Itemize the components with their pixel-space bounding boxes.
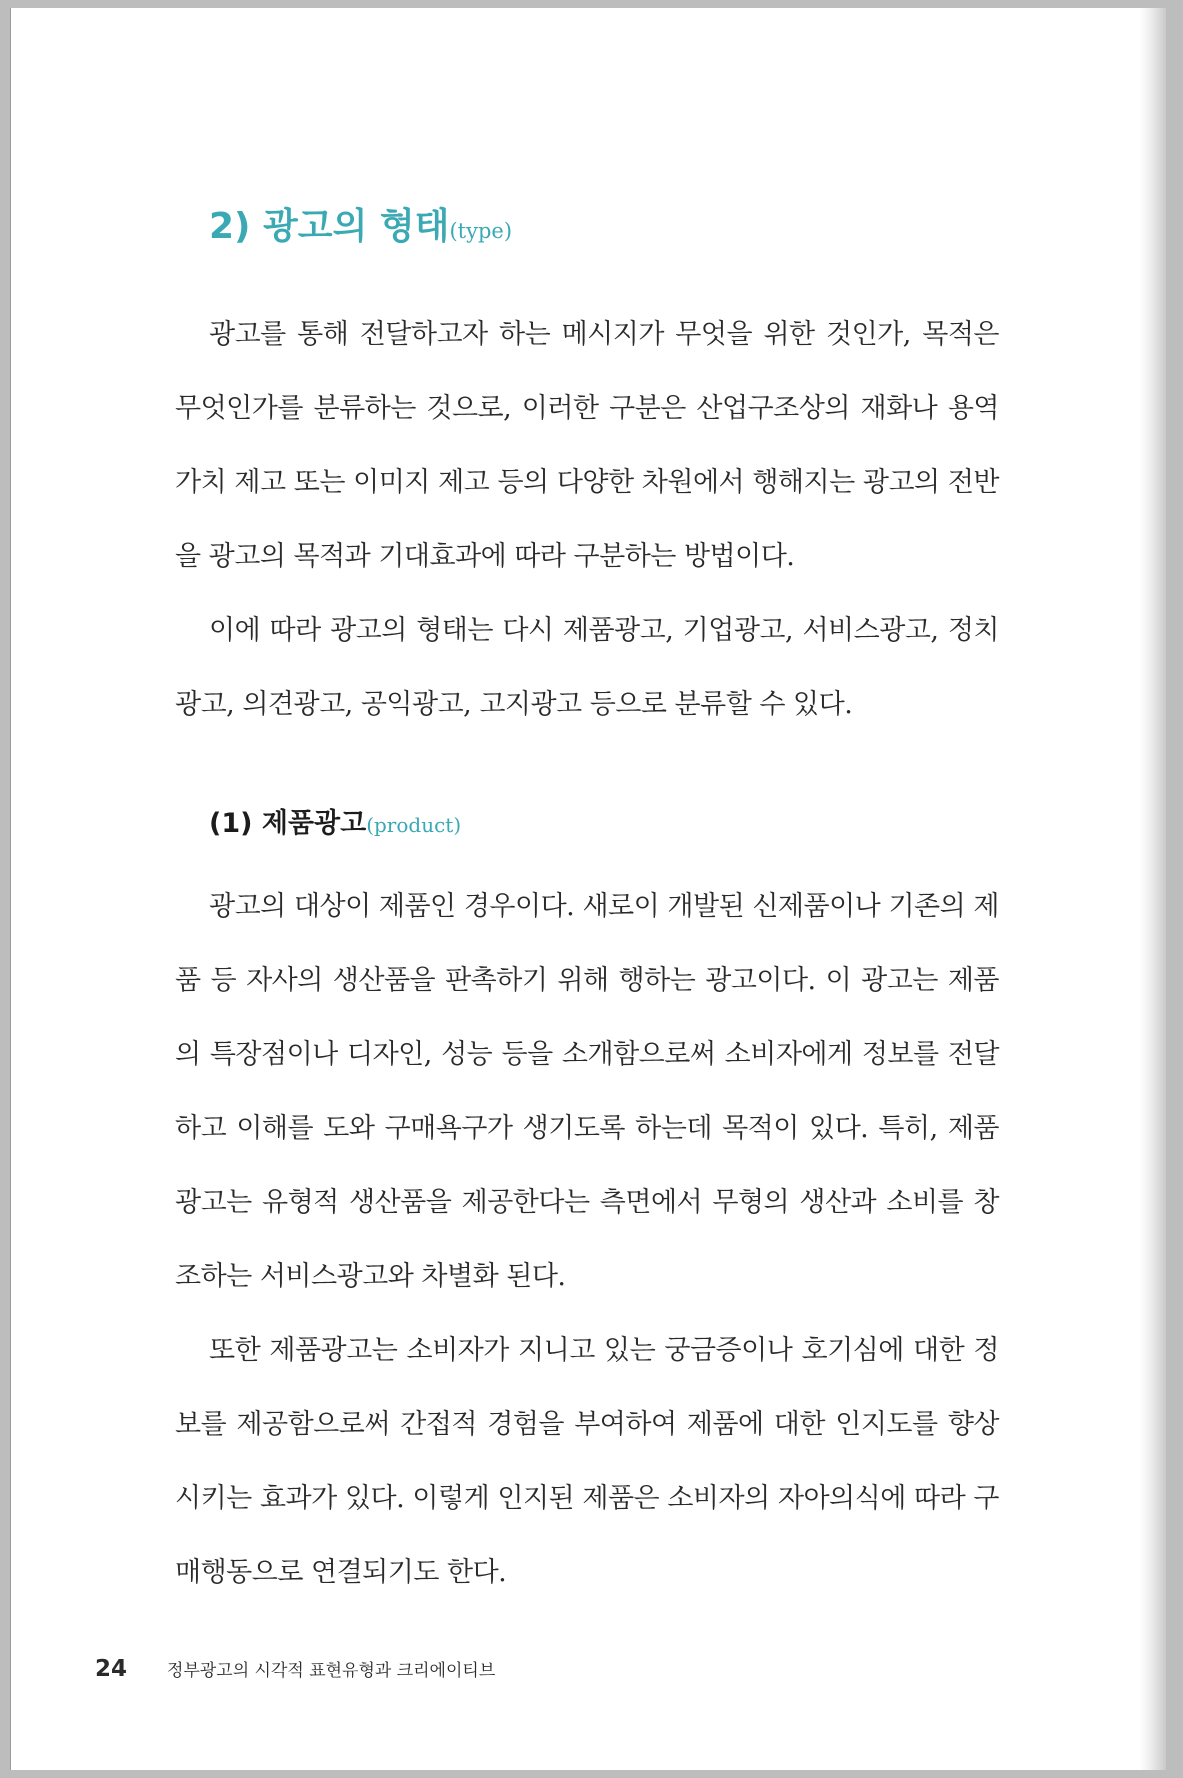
document-page — [10, 8, 1166, 1770]
paragraph: 광고의 대상이 제품인 경우이다. 새로이 개발된 신제품이나 기존의 제품 등 자사의 생산품을 판촉하기 위해 행하는 광고이다. 이 광고는 제품의 특장점이나 디자인, 성능 등을 소개함으로써 소비자에게 정보를 전달하고 이해를 도와 구매욕구가 생기도록 하는데 목적이 있다. 특히, 제품광고는 유형적 생산품을 제공한다는 측면에서 무형의 생산과 소비를 창조하는 서비스광고와 차별화 된다. — [175, 891, 999, 1292]
page-footer — [95, 1656, 495, 1682]
subsection-body — [175, 870, 999, 1610]
page-number: 24 — [95, 1656, 128, 1682]
section-title-text: 2) 광고의 형태 — [209, 206, 450, 247]
paragraph: 광고를 통해 전달하고자 하는 메시지가 무엇을 위한 것인가, 목적은 무엇인가를 분류하는 것으로, 이러한 구분은 산업구조상의 재화나 용역 가치 제고 또는 이미지 제고 등의 다양한 차원에서 행해지는 광고의 전반을 광고의 목적과 기대효과에 따라 구분하는 방법이다. — [175, 319, 999, 572]
section-title — [209, 198, 512, 249]
paragraph: 또한 제품광고는 소비자가 지니고 있는 궁금증이나 호기심에 대한 정보를 제공함으로써 간접적 경험을 부여하여 제품에 대한 인지도를 향상시키는 효과가 있다. 이렇게 인지된 제품은 소비자의 자아의식에 따라 구매행동으로 연결되기도 한다. — [175, 1335, 999, 1588]
page-edge-shadow — [1140, 8, 1166, 1770]
paragraph: 이에 따라 광고의 형태는 다시 제품광고, 기업광고, 서비스광고, 정치광고, 의견광고, 공익광고, 고지광고 등으로 분류할 수 있다. — [175, 615, 999, 720]
subsection-title-text: (1) 제품광고 — [209, 808, 367, 839]
section-body — [175, 298, 999, 742]
section-title-english: (type) — [449, 219, 513, 243]
subsection-title-english: (product) — [366, 813, 462, 837]
subsection-title — [209, 801, 461, 840]
running-title: 정부광고의 시각적 표현유형과 크리에이티브 — [167, 1661, 496, 1681]
